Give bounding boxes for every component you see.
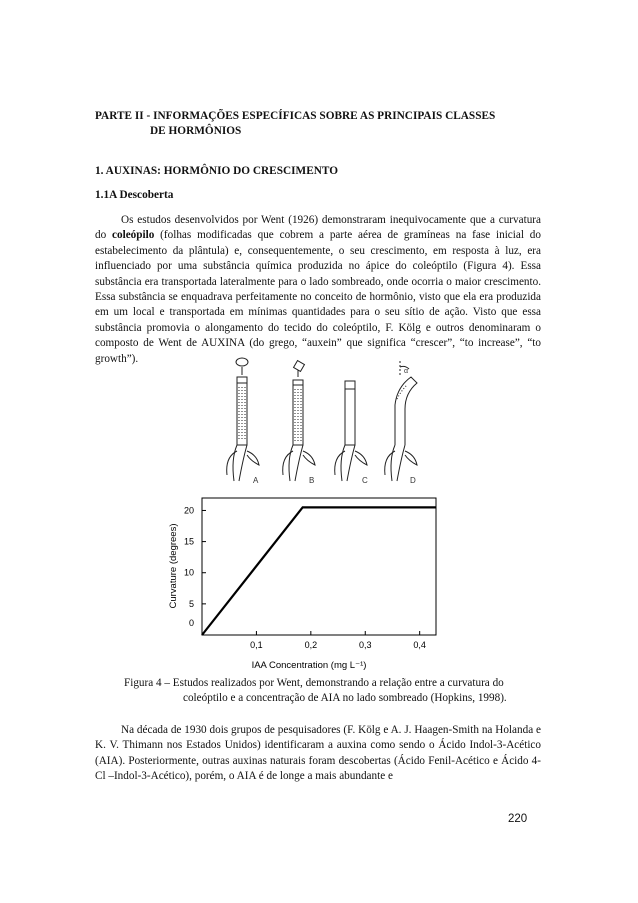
panel-label-b: B xyxy=(309,476,315,485)
panel-label-d: D xyxy=(410,476,416,485)
paragraph-identification xyxy=(95,723,541,785)
part-title xyxy=(95,109,495,139)
caption-line2: coleóptilo e a concentração de AIA no lado sombreado (Hopkins, 1998). xyxy=(183,692,507,705)
plot-frame xyxy=(202,498,436,635)
x-axis-label: IAA Concentration (mg L⁻¹) xyxy=(251,660,367,671)
para1-bold-term: coleópilo xyxy=(112,229,155,242)
coleoptile-illustration xyxy=(225,355,425,487)
y-tick-label: 10 xyxy=(183,567,194,578)
part-title-line1: PARTE II - INFORMAÇÕES ESPECÍFICAS SOBRE AS PRINCIPAIS CLASSES xyxy=(95,110,496,122)
page-number: 220 xyxy=(508,813,528,825)
subsection-title: 1.1A Descoberta xyxy=(95,189,174,201)
coleoptile-d xyxy=(385,361,417,481)
panel-label-a: A xyxy=(253,476,259,485)
y-tick-label: 5 xyxy=(188,598,194,609)
para1-text-end: (folhas modificadas que cobrem a parte aérea de gramíneas na fase inicial do estabelecimento da plântula) e, consequentemente, o seu crescimento, em resposta à luz, era influenciado por uma substância química produzida no ápice do coleóptilo (Figura 4). Essa substância era transportada lateralmente para o lado sombreado, onde ocorria o maior crescimento. Essa substância se enquadrava perfeitamente no conceito de hormônio, visto que ela era produzida em um local e transportada em mínimas quantidades para o seu sítio de ação. Visto que essa substância promovia o alongamento do tecido do coleóptilo, F. Kölg e outros denominaram o composto de Went de AUXINA (do grego, “auxein” que significa “crescer”, “to increase”, “to growth”). xyxy=(95,229,541,365)
section-title: 1. AUXINAS: HORMÔNIO DO CRESCIMENTO xyxy=(95,165,339,177)
y-axis-label: Curvature (degrees) xyxy=(168,523,179,609)
y-tick-label: 20 xyxy=(183,505,194,516)
figure-caption xyxy=(124,676,544,707)
paragraph-discovery xyxy=(95,213,541,367)
para1-text-start: Os estudos desenvolvidos por Went (1926) demonstraram inequivocamente que a curvatura do xyxy=(95,214,541,242)
part-title-line2: DE HORMÔNIOS xyxy=(150,125,242,137)
x-tick-label: 0,4 xyxy=(413,640,426,650)
coleoptile-b xyxy=(283,361,315,481)
coleoptile-c xyxy=(335,381,367,481)
coleoptile-a xyxy=(227,358,259,481)
curvature-chart xyxy=(150,492,445,674)
angle-label: α xyxy=(404,368,409,375)
y-tick-label: 15 xyxy=(183,536,194,547)
x-tick-label: 0,2 xyxy=(304,640,318,650)
caption-line1: Figura 4 – Estudos realizados por Went, demonstrando a relação entre a curvatura do xyxy=(124,677,504,689)
x-tick-label: 0,1 xyxy=(250,640,263,650)
panel-label-c: C xyxy=(362,476,368,485)
x-tick-label: 0,3 xyxy=(358,640,372,650)
series-line xyxy=(202,507,436,635)
y-tick-label: 0 xyxy=(188,618,194,628)
para2-text: Na década de 1930 dois grupos de pesquisadores (F. Kölg e A. J. Haagen-Smith na Holanda e K. V. Thimann nos Estados Unidos) identificaram a auxina como sendo o Ácido Indol-3-Acético (AIA). Posteriormente, outras auxinas naturais foram descobertas (Ácido Fenil-Acético e Ácido 4-Cl –Indol-3-Acético), porém, o AIA é de longe a mais abundante e xyxy=(95,724,541,783)
